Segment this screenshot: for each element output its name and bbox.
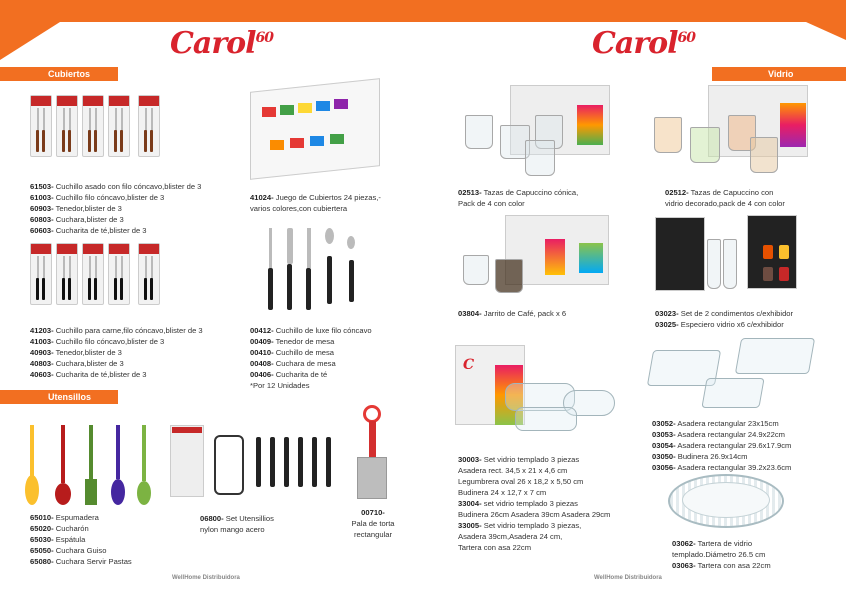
set-utensilios-text [200,513,274,535]
cubiertos-group1-text [30,181,201,236]
product-line: 61003- Cuchillo filo cóncavo,blister de 3 [30,193,165,202]
product-line: 06800- Set Utensillios [200,514,274,523]
cubiertos-group2-text [30,325,203,380]
product-line: Tartera con asa 22cm [458,543,532,552]
brand-logo-text: Carol [592,26,678,61]
product-line: 03052- Asadera rectangular 23x15cm [652,419,779,428]
product-line: 03063- Tartera con asa 22cm [672,561,771,570]
product-line: 33004- set vidrio templado 3 piezas [458,499,578,508]
product-line: 30003- Set vidrio templado 3 piezas [458,455,580,464]
capuccino-decorado-text [665,187,785,209]
set-templado-image [455,335,620,440]
juego-cubiertos-text [250,192,381,214]
section-tab-vidrio: Vidrio [712,67,846,81]
product-line: 00412- Cuchillo de luxe filo cóncavo [250,326,372,335]
product-line: 00410- Cuchillo de mesa [250,348,335,357]
utensilios-list-text [30,512,132,567]
product-line: 03062- Tartera de vidrio [672,539,753,548]
product-line: 41203- Cuchillo para carne,filo cóncavo,blister de 3 [30,326,203,335]
product-line: 03023- Set de 2 condimentos c/exhibidor [655,309,794,318]
product-line: nylon mango acero [200,525,265,534]
product-line: 02513- Tazas de Capuccino cónica, [458,188,579,197]
cubiertos-luxe-text [250,325,372,391]
product-line: 40603- Cucharita de té,blister de 3 [30,370,147,379]
product-line: 65050- Cuchara Guiso [30,546,107,555]
capuccino-conica-image [455,85,615,180]
product-line: 33005- Set vidrio templado 3 piezas, [458,521,582,530]
product-line: 00710- [361,508,385,517]
section-tab-cubiertos: Cubiertos [0,67,118,81]
product-line: rectangular [354,530,392,539]
product-line: 00409- Tenedor de mesa [250,337,335,346]
product-line: 03054- Asadera rectangular 29.6x17.9cm [652,441,792,450]
product-line: 03056- Asadera rectangular 39.2x23.6cm [652,463,792,472]
product-line: 00408- Cuchara de mesa [250,359,336,368]
jarrito-text [458,308,566,319]
product-line: 00406- Cucharita de té [250,370,328,379]
footer-left: WellHome Distribuidora [172,575,240,581]
product-line: 65010- Espumadera [30,513,99,522]
condimentos-image [655,215,810,300]
brand-logo-badge: 60 [255,30,274,46]
juego-cubiertos-image [250,85,390,180]
tartera-image [668,474,788,534]
brand-logo-badge: 60 [677,30,696,46]
section-tab-utensilios: Utensillos [0,390,118,404]
capuccino-decorado-image [650,85,810,180]
product-line: 65080- Cuchara Servir Pastas [30,557,132,566]
product-line: Pala de torta [351,519,395,528]
cubiertos-blister-image-2 [30,243,170,321]
product-line: 60603- Cucharita de té,blister de 3 [30,226,147,235]
product-line: 61503- Cuchillo asado con filo cóncavo,blister de 3 [30,182,202,191]
product-line: 03053- Asadera rectangular 24.9x22cm [652,430,785,439]
product-line: Asadera 39cm,Asadera 24 cm, [458,532,563,541]
condimentos-text [655,308,793,330]
asaderas-text [652,418,791,473]
product-line: 03804- Jarrito de Café, pack x 6 [458,309,567,318]
product-line: 03025- Especiero vidrio x6 c/exhibidor [655,320,784,329]
product-line: 40803- Cuchara,blister de 3 [30,359,124,368]
product-line: 41024- Juego de Cubiertos 24 piezas,- [250,193,381,202]
pala-torta-image [355,405,390,500]
product-line: 41003- Cuchillo filo cóncavo,blister de 3 [30,337,165,346]
set-utensilios-image [170,425,335,505]
product-line: 65020- Cucharón [30,524,89,533]
product-line: Legumbrera oval 26 x 18,2 x 5,50 cm [458,477,584,486]
header-bar-corner-right [806,22,846,40]
product-line: Budinera 26cm Asadera 39cm Asadera 29cm [458,510,611,519]
product-line: vidrio decorado,pack de 4 con color [665,199,785,208]
pala-torta-text [348,507,398,540]
product-line: 02512- Tazas de Capuccino con [665,188,774,197]
capuccino-conica-text [458,187,578,209]
product-line: 60803- Cuchara,blister de 3 [30,215,124,224]
brand-logo-text: Carol [170,26,256,61]
header-bar-corner-left [0,22,60,60]
carol-box-logo-icon: C [463,357,475,373]
product-line: Budinera 24 x 12,7 x 7 cm [458,488,547,497]
set-templado-text [458,454,610,553]
tartera-text [672,538,771,571]
product-line: *Por 12 Unidades [250,381,310,390]
product-line: varios colores,con cubiertera [250,204,348,213]
product-line: templado.Diámetro 26.5 cm [672,550,766,559]
product-line: 40903- Tenedor,blister de 3 [30,348,122,357]
cubiertos-blister-image-1 [30,95,170,173]
footer-right: WellHome Distribuidora [594,575,662,581]
cubiertos-luxe-image [265,228,385,313]
product-line: 03050- Budinera 26.9x14cm [652,452,748,461]
utensilios-nylon-image [25,415,165,505]
brand-logo-right [592,26,695,61]
product-line: Asadera rect. 34,5 x 21 x 4,6 cm [458,466,568,475]
header-bar [0,0,846,22]
jarrito-cafe-image [455,215,615,300]
product-line: 60903- Tenedor,blister de 3 [30,204,122,213]
brand-logo-left [170,26,273,61]
product-line: 65030- Espátula [30,535,86,544]
product-line: Pack de 4 con color [458,199,525,208]
asaderas-image [650,338,815,413]
